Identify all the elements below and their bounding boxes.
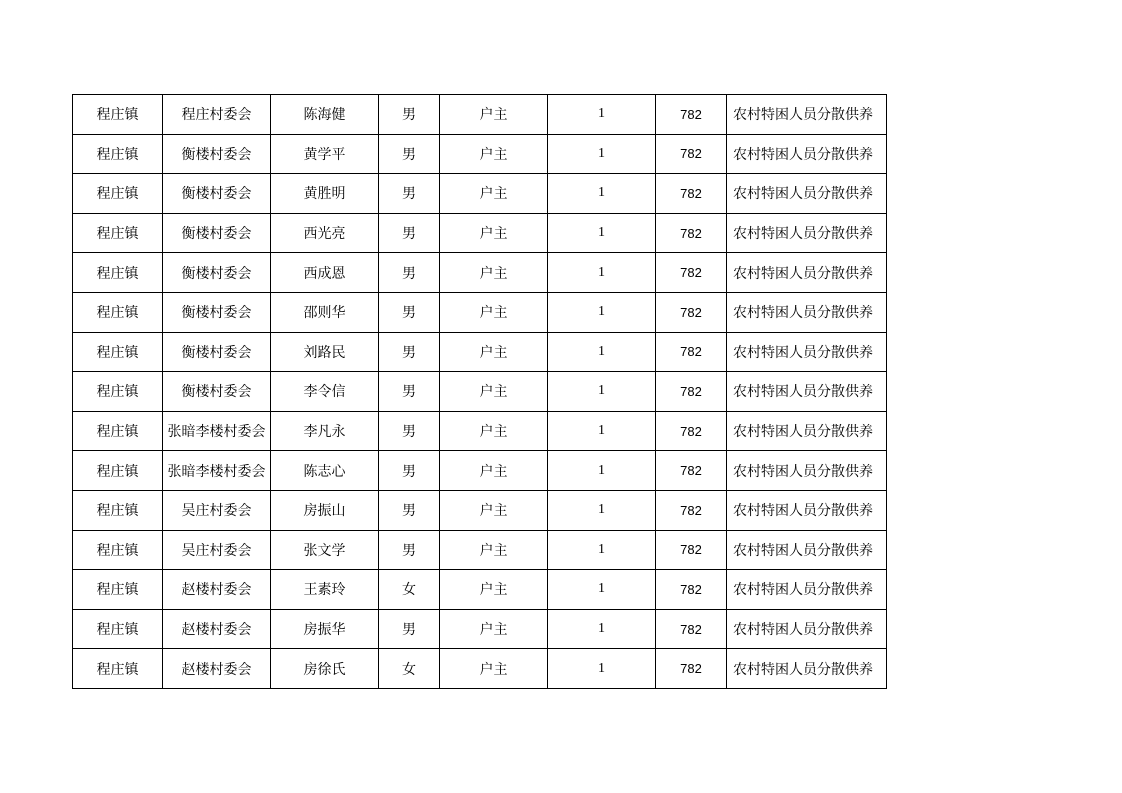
household-relation-cell: 户主 [440,332,548,372]
amount-cell: 782 [656,490,727,530]
village-committee-cell: 赵楼村委会 [163,609,271,649]
aid-category-cell: 农村特困人员分散供养 [727,609,887,649]
aid-category-cell: 农村特困人员分散供养 [727,411,887,451]
town-cell: 程庄镇 [73,451,163,491]
town-cell: 程庄镇 [73,411,163,451]
village-committee-cell: 吴庄村委会 [163,530,271,570]
person-name-cell: 房徐氏 [271,649,379,689]
village-committee-cell: 赵楼村委会 [163,570,271,610]
town-cell: 程庄镇 [73,530,163,570]
household-size-cell: 1 [548,530,656,570]
household-size-cell: 1 [548,451,656,491]
aid-category-cell: 农村特困人员分散供养 [727,570,887,610]
aid-category-cell: 农村特困人员分散供养 [727,213,887,253]
person-name-cell: 陈海健 [271,95,379,135]
amount-cell: 782 [656,649,727,689]
amount-cell: 782 [656,332,727,372]
gender-cell: 男 [379,609,440,649]
household-size-cell: 1 [548,411,656,451]
town-cell: 程庄镇 [73,372,163,412]
aid-category-cell: 农村特困人员分散供养 [727,134,887,174]
household-size-cell: 1 [548,372,656,412]
person-name-cell: 黄胜明 [271,174,379,214]
household-size-cell: 1 [548,95,656,135]
town-cell: 程庄镇 [73,649,163,689]
amount-cell: 782 [656,134,727,174]
amount-cell: 782 [656,213,727,253]
household-relation-cell: 户主 [440,253,548,293]
amount-cell: 782 [656,174,727,214]
aid-category-cell: 农村特困人员分散供养 [727,292,887,332]
amount-cell: 782 [656,570,727,610]
person-name-cell: 张文学 [271,530,379,570]
gender-cell: 男 [379,372,440,412]
aid-category-cell: 农村特困人员分散供养 [727,372,887,412]
household-size-cell: 1 [548,213,656,253]
amount-cell: 782 [656,609,727,649]
amount-cell: 782 [656,292,727,332]
gender-cell: 男 [379,95,440,135]
village-committee-cell: 衡楼村委会 [163,213,271,253]
village-committee-cell: 衡楼村委会 [163,134,271,174]
aid-category-cell: 农村特困人员分散供养 [727,253,887,293]
amount-cell: 782 [656,253,727,293]
person-name-cell: 王素玲 [271,570,379,610]
gender-cell: 男 [379,174,440,214]
table-row [73,451,887,491]
table-row [73,213,887,253]
household-relation-cell: 户主 [440,95,548,135]
table-row [73,95,887,135]
town-cell: 程庄镇 [73,253,163,293]
table-row [73,530,887,570]
person-name-cell: 李令信 [271,372,379,412]
household-size-cell: 1 [548,134,656,174]
aid-category-cell: 农村特困人员分散供养 [727,451,887,491]
aid-category-cell: 农村特困人员分散供养 [727,530,887,570]
table-row [73,609,887,649]
table-row [73,372,887,412]
town-cell: 程庄镇 [73,134,163,174]
gender-cell: 男 [379,411,440,451]
person-name-cell: 西光亮 [271,213,379,253]
table-row [73,411,887,451]
household-size-cell: 1 [548,570,656,610]
household-relation-cell: 户主 [440,451,548,491]
gender-cell: 男 [379,253,440,293]
table-row [73,174,887,214]
gender-cell: 女 [379,570,440,610]
household-relation-cell: 户主 [440,174,548,214]
household-relation-cell: 户主 [440,490,548,530]
household-size-cell: 1 [548,253,656,293]
table-row [73,134,887,174]
village-committee-cell: 衡楼村委会 [163,174,271,214]
table-row [73,253,887,293]
household-relation-cell: 户主 [440,292,548,332]
village-committee-cell: 张暗李楼村委会 [163,411,271,451]
town-cell: 程庄镇 [73,174,163,214]
household-size-cell: 1 [548,332,656,372]
village-committee-cell: 衡楼村委会 [163,292,271,332]
person-name-cell: 房振山 [271,490,379,530]
household-relation-cell: 户主 [440,411,548,451]
aid-category-cell: 农村特困人员分散供养 [727,649,887,689]
town-cell: 程庄镇 [73,609,163,649]
household-relation-cell: 户主 [440,609,548,649]
person-name-cell: 西成恩 [271,253,379,293]
household-size-cell: 1 [548,174,656,214]
gender-cell: 男 [379,213,440,253]
household-size-cell: 1 [548,609,656,649]
town-cell: 程庄镇 [73,292,163,332]
household-size-cell: 1 [548,292,656,332]
amount-cell: 782 [656,530,727,570]
gender-cell: 男 [379,530,440,570]
gender-cell: 男 [379,490,440,530]
village-committee-cell: 张暗李楼村委会 [163,451,271,491]
household-size-cell: 1 [548,490,656,530]
village-committee-cell: 吴庄村委会 [163,490,271,530]
aid-category-cell: 农村特困人员分散供养 [727,95,887,135]
household-size-cell: 1 [548,649,656,689]
table-row [73,649,887,689]
village-committee-cell: 赵楼村委会 [163,649,271,689]
relief-roster-table [72,94,887,689]
gender-cell: 女 [379,649,440,689]
village-committee-cell: 衡楼村委会 [163,253,271,293]
village-committee-cell: 衡楼村委会 [163,332,271,372]
table-row [73,292,887,332]
person-name-cell: 邵则华 [271,292,379,332]
town-cell: 程庄镇 [73,490,163,530]
gender-cell: 男 [379,292,440,332]
table-body [73,95,887,689]
amount-cell: 782 [656,372,727,412]
household-relation-cell: 户主 [440,649,548,689]
aid-category-cell: 农村特困人员分散供养 [727,332,887,372]
town-cell: 程庄镇 [73,95,163,135]
household-relation-cell: 户主 [440,570,548,610]
town-cell: 程庄镇 [73,570,163,610]
amount-cell: 782 [656,411,727,451]
aid-category-cell: 农村特困人员分散供养 [727,174,887,214]
household-relation-cell: 户主 [440,213,548,253]
gender-cell: 男 [379,134,440,174]
village-committee-cell: 程庄村委会 [163,95,271,135]
table-row [73,570,887,610]
person-name-cell: 陈志心 [271,451,379,491]
amount-cell: 782 [656,95,727,135]
village-committee-cell: 衡楼村委会 [163,372,271,412]
household-relation-cell: 户主 [440,372,548,412]
town-cell: 程庄镇 [73,213,163,253]
gender-cell: 男 [379,332,440,372]
aid-category-cell: 农村特困人员分散供养 [727,490,887,530]
person-name-cell: 黄学平 [271,134,379,174]
person-name-cell: 李凡永 [271,411,379,451]
amount-cell: 782 [656,451,727,491]
person-name-cell: 刘路民 [271,332,379,372]
town-cell: 程庄镇 [73,332,163,372]
table-row [73,490,887,530]
household-relation-cell: 户主 [440,134,548,174]
household-relation-cell: 户主 [440,530,548,570]
gender-cell: 男 [379,451,440,491]
person-name-cell: 房振华 [271,609,379,649]
table-row [73,332,887,372]
